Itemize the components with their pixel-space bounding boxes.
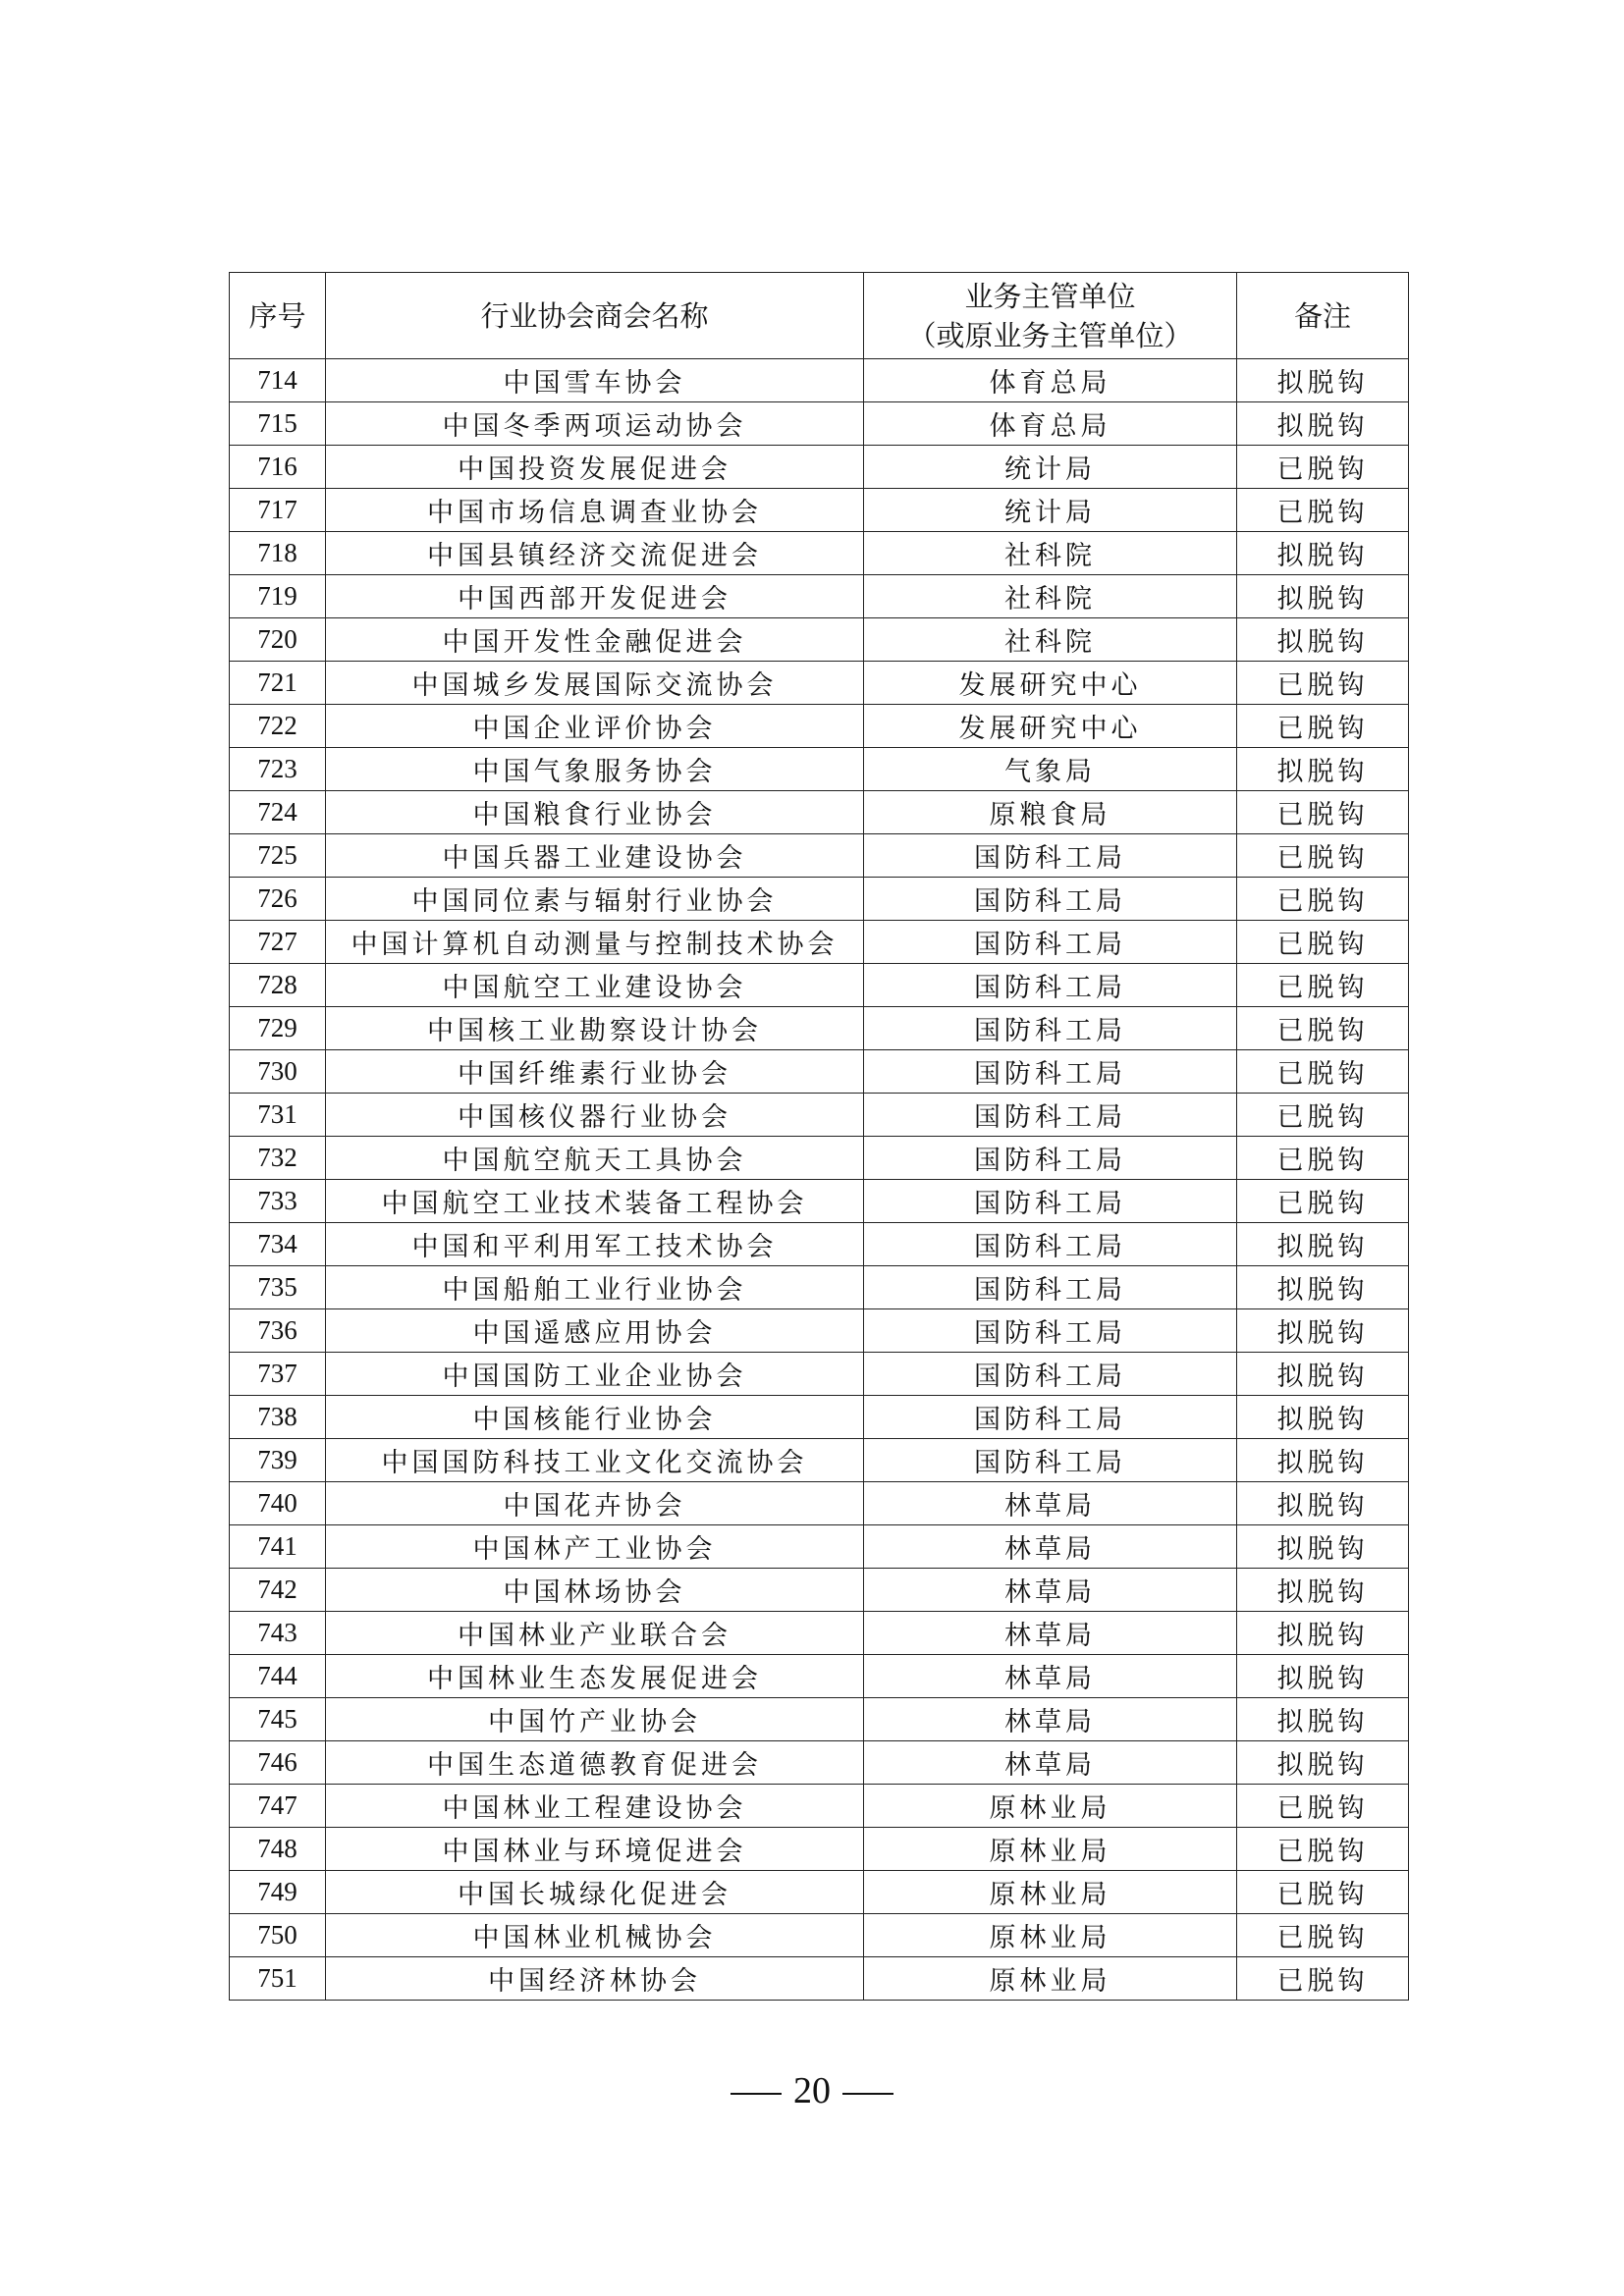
table-row xyxy=(230,1957,1409,2001)
unit-cell: 体育总局 xyxy=(864,402,1237,446)
seq-cell: 742 xyxy=(230,1569,326,1612)
unit-cell: 国防科工局 xyxy=(864,1094,1237,1137)
name-cell: 中国花卉协会 xyxy=(326,1482,864,1525)
unit-cell: 原林业局 xyxy=(864,1957,1237,2001)
name-cell: 中国林业与环境促进会 xyxy=(326,1828,864,1871)
note-cell: 已脱钩 xyxy=(1237,1914,1409,1957)
note-cell: 已脱钩 xyxy=(1237,1137,1409,1180)
unit-cell: 社科院 xyxy=(864,532,1237,575)
unit-cell: 国防科工局 xyxy=(864,1266,1237,1309)
unit-cell: 林草局 xyxy=(864,1612,1237,1655)
name-cell: 中国林业机械协会 xyxy=(326,1914,864,1957)
seq-cell: 728 xyxy=(230,964,326,1007)
seq-cell: 720 xyxy=(230,618,326,662)
table-row xyxy=(230,1871,1409,1914)
seq-cell: 733 xyxy=(230,1180,326,1223)
unit-cell: 国防科工局 xyxy=(864,1050,1237,1094)
name-cell: 中国经济林协会 xyxy=(326,1957,864,2001)
seq-cell: 716 xyxy=(230,446,326,489)
name-cell: 中国林业产业联合会 xyxy=(326,1612,864,1655)
seq-cell: 748 xyxy=(230,1828,326,1871)
name-cell: 中国林业工程建设协会 xyxy=(326,1785,864,1828)
note-cell: 已脱钩 xyxy=(1237,705,1409,748)
name-cell: 中国计算机自动测量与控制技术协会 xyxy=(326,921,864,964)
table-row xyxy=(230,1439,1409,1482)
note-cell: 已脱钩 xyxy=(1237,1180,1409,1223)
note-cell: 已脱钩 xyxy=(1237,921,1409,964)
header-note: 备注 xyxy=(1237,273,1409,359)
table-row xyxy=(230,1396,1409,1439)
seq-cell: 729 xyxy=(230,1007,326,1050)
name-cell: 中国竹产业协会 xyxy=(326,1698,864,1741)
unit-cell: 林草局 xyxy=(864,1482,1237,1525)
name-cell: 中国纤维素行业协会 xyxy=(326,1050,864,1094)
name-cell: 中国开发性金融促进会 xyxy=(326,618,864,662)
note-cell: 已脱钩 xyxy=(1237,834,1409,878)
table-row xyxy=(230,662,1409,705)
table-row xyxy=(230,1266,1409,1309)
unit-cell: 原林业局 xyxy=(864,1828,1237,1871)
table-row xyxy=(230,402,1409,446)
note-cell: 已脱钩 xyxy=(1237,1785,1409,1828)
note-cell: 已脱钩 xyxy=(1237,1007,1409,1050)
note-cell: 已脱钩 xyxy=(1237,446,1409,489)
name-cell: 中国和平利用军工技术协会 xyxy=(326,1223,864,1266)
seq-cell: 741 xyxy=(230,1525,326,1569)
seq-cell: 734 xyxy=(230,1223,326,1266)
name-cell: 中国国防工业企业协会 xyxy=(326,1353,864,1396)
seq-cell: 731 xyxy=(230,1094,326,1137)
header-name: 行业协会商会名称 xyxy=(326,273,864,359)
unit-cell: 国防科工局 xyxy=(864,1309,1237,1353)
table-row xyxy=(230,1612,1409,1655)
seq-cell: 744 xyxy=(230,1655,326,1698)
seq-cell: 739 xyxy=(230,1439,326,1482)
unit-cell: 国防科工局 xyxy=(864,1137,1237,1180)
unit-cell: 原粮食局 xyxy=(864,791,1237,834)
note-cell: 已脱钩 xyxy=(1237,489,1409,532)
seq-cell: 717 xyxy=(230,489,326,532)
footer-dash-left xyxy=(731,2093,782,2095)
page-number: 20 xyxy=(793,2070,831,2111)
note-cell: 已脱钩 xyxy=(1237,878,1409,921)
seq-cell: 740 xyxy=(230,1482,326,1525)
name-cell: 中国生态道德教育促进会 xyxy=(326,1741,864,1785)
unit-cell: 林草局 xyxy=(864,1741,1237,1785)
table-row xyxy=(230,532,1409,575)
unit-cell: 国防科工局 xyxy=(864,964,1237,1007)
name-cell: 中国林场协会 xyxy=(326,1569,864,1612)
header-supervising-unit xyxy=(864,273,1237,359)
name-cell: 中国核能行业协会 xyxy=(326,1396,864,1439)
unit-cell: 体育总局 xyxy=(864,359,1237,402)
table-row xyxy=(230,1785,1409,1828)
unit-cell: 社科院 xyxy=(864,618,1237,662)
name-cell: 中国冬季两项运动协会 xyxy=(326,402,864,446)
note-cell: 已脱钩 xyxy=(1237,791,1409,834)
unit-cell: 林草局 xyxy=(864,1655,1237,1698)
seq-cell: 721 xyxy=(230,662,326,705)
seq-cell: 736 xyxy=(230,1309,326,1353)
unit-cell: 国防科工局 xyxy=(864,878,1237,921)
table-row xyxy=(230,1482,1409,1525)
name-cell: 中国航空工业技术装备工程协会 xyxy=(326,1180,864,1223)
unit-cell: 国防科工局 xyxy=(864,1180,1237,1223)
unit-cell: 国防科工局 xyxy=(864,1439,1237,1482)
association-table xyxy=(229,272,1409,2001)
note-cell: 已脱钩 xyxy=(1237,1094,1409,1137)
table-row xyxy=(230,1741,1409,1785)
table-row xyxy=(230,1309,1409,1353)
note-cell: 拟脱钩 xyxy=(1237,1266,1409,1309)
name-cell: 中国城乡发展国际交流协会 xyxy=(326,662,864,705)
name-cell: 中国核仪器行业协会 xyxy=(326,1094,864,1137)
unit-cell: 原林业局 xyxy=(864,1785,1237,1828)
note-cell: 拟脱钩 xyxy=(1237,1309,1409,1353)
unit-cell: 统计局 xyxy=(864,489,1237,532)
table-header-row xyxy=(230,273,1409,359)
name-cell: 中国长城绿化促进会 xyxy=(326,1871,864,1914)
table-row xyxy=(230,705,1409,748)
table-row xyxy=(230,359,1409,402)
table-row xyxy=(230,1914,1409,1957)
table-row xyxy=(230,489,1409,532)
unit-cell: 统计局 xyxy=(864,446,1237,489)
note-cell: 已脱钩 xyxy=(1237,662,1409,705)
name-cell: 中国同位素与辐射行业协会 xyxy=(326,878,864,921)
name-cell: 中国遥感应用协会 xyxy=(326,1309,864,1353)
name-cell: 中国船舶工业行业协会 xyxy=(326,1266,864,1309)
unit-cell: 林草局 xyxy=(864,1569,1237,1612)
table-row xyxy=(230,1007,1409,1050)
name-cell: 中国粮食行业协会 xyxy=(326,791,864,834)
seq-cell: 727 xyxy=(230,921,326,964)
page-footer xyxy=(0,2069,1624,2112)
table-row xyxy=(230,1223,1409,1266)
name-cell: 中国林产工业协会 xyxy=(326,1525,864,1569)
header-seq: 序号 xyxy=(230,273,326,359)
table-row xyxy=(230,1655,1409,1698)
seq-cell: 719 xyxy=(230,575,326,618)
seq-cell: 738 xyxy=(230,1396,326,1439)
name-cell: 中国气象服务协会 xyxy=(326,748,864,791)
table-row xyxy=(230,446,1409,489)
note-cell: 拟脱钩 xyxy=(1237,1612,1409,1655)
table-row xyxy=(230,1094,1409,1137)
seq-cell: 724 xyxy=(230,791,326,834)
table-row xyxy=(230,791,1409,834)
table-row xyxy=(230,1828,1409,1871)
seq-cell: 723 xyxy=(230,748,326,791)
table-row xyxy=(230,1180,1409,1223)
unit-cell: 国防科工局 xyxy=(864,1223,1237,1266)
name-cell: 中国投资发展促进会 xyxy=(326,446,864,489)
note-cell: 拟脱钩 xyxy=(1237,402,1409,446)
name-cell: 中国核工业勘察设计协会 xyxy=(326,1007,864,1050)
table-body xyxy=(230,359,1409,2001)
unit-cell: 发展研究中心 xyxy=(864,662,1237,705)
note-cell: 拟脱钩 xyxy=(1237,532,1409,575)
unit-cell: 国防科工局 xyxy=(864,834,1237,878)
unit-cell: 国防科工局 xyxy=(864,1007,1237,1050)
name-cell: 中国企业评价协会 xyxy=(326,705,864,748)
name-cell: 中国林业生态发展促进会 xyxy=(326,1655,864,1698)
unit-cell: 林草局 xyxy=(864,1525,1237,1569)
table-row xyxy=(230,878,1409,921)
table-row xyxy=(230,834,1409,878)
name-cell: 中国雪车协会 xyxy=(326,359,864,402)
header-unit-line1: 业务主管单位 xyxy=(964,279,1136,313)
unit-cell: 原林业局 xyxy=(864,1914,1237,1957)
name-cell: 中国县镇经济交流促进会 xyxy=(326,532,864,575)
note-cell: 拟脱钩 xyxy=(1237,575,1409,618)
table-row xyxy=(230,1353,1409,1396)
note-cell: 拟脱钩 xyxy=(1237,1223,1409,1266)
header-unit-line2: （或原业务主管单位） xyxy=(907,318,1193,352)
table-row xyxy=(230,1525,1409,1569)
note-cell: 拟脱钩 xyxy=(1237,1698,1409,1741)
seq-cell: 718 xyxy=(230,532,326,575)
name-cell: 中国市场信息调查业协会 xyxy=(326,489,864,532)
seq-cell: 743 xyxy=(230,1612,326,1655)
table-row xyxy=(230,618,1409,662)
note-cell: 已脱钩 xyxy=(1237,1828,1409,1871)
footer-dash-right xyxy=(842,2093,893,2095)
seq-cell: 732 xyxy=(230,1137,326,1180)
seq-cell: 725 xyxy=(230,834,326,878)
unit-cell: 社科院 xyxy=(864,575,1237,618)
table-row xyxy=(230,921,1409,964)
unit-cell: 气象局 xyxy=(864,748,1237,791)
note-cell: 拟脱钩 xyxy=(1237,1396,1409,1439)
table-row xyxy=(230,1137,1409,1180)
unit-cell: 原林业局 xyxy=(864,1871,1237,1914)
name-cell: 中国西部开发促进会 xyxy=(326,575,864,618)
note-cell: 拟脱钩 xyxy=(1237,1569,1409,1612)
note-cell: 拟脱钩 xyxy=(1237,359,1409,402)
note-cell: 拟脱钩 xyxy=(1237,618,1409,662)
name-cell: 中国兵器工业建设协会 xyxy=(326,834,864,878)
note-cell: 拟脱钩 xyxy=(1237,1482,1409,1525)
note-cell: 已脱钩 xyxy=(1237,1871,1409,1914)
seq-cell: 726 xyxy=(230,878,326,921)
seq-cell: 746 xyxy=(230,1741,326,1785)
name-cell: 中国国防科技工业文化交流协会 xyxy=(326,1439,864,1482)
seq-cell: 730 xyxy=(230,1050,326,1094)
seq-cell: 735 xyxy=(230,1266,326,1309)
unit-cell: 国防科工局 xyxy=(864,921,1237,964)
unit-cell: 发展研究中心 xyxy=(864,705,1237,748)
seq-cell: 751 xyxy=(230,1957,326,2001)
table-row xyxy=(230,748,1409,791)
table-row xyxy=(230,1050,1409,1094)
note-cell: 已脱钩 xyxy=(1237,1050,1409,1094)
note-cell: 拟脱钩 xyxy=(1237,748,1409,791)
seq-cell: 750 xyxy=(230,1914,326,1957)
note-cell: 拟脱钩 xyxy=(1237,1525,1409,1569)
seq-cell: 715 xyxy=(230,402,326,446)
seq-cell: 714 xyxy=(230,359,326,402)
name-cell: 中国航空工业建设协会 xyxy=(326,964,864,1007)
table-row xyxy=(230,1569,1409,1612)
unit-cell: 林草局 xyxy=(864,1698,1237,1741)
seq-cell: 749 xyxy=(230,1871,326,1914)
note-cell: 拟脱钩 xyxy=(1237,1353,1409,1396)
table-row xyxy=(230,964,1409,1007)
note-cell: 已脱钩 xyxy=(1237,964,1409,1007)
seq-cell: 722 xyxy=(230,705,326,748)
note-cell: 已脱钩 xyxy=(1237,1957,1409,2001)
unit-cell: 国防科工局 xyxy=(864,1353,1237,1396)
seq-cell: 747 xyxy=(230,1785,326,1828)
table-row xyxy=(230,1698,1409,1741)
note-cell: 拟脱钩 xyxy=(1237,1655,1409,1698)
seq-cell: 737 xyxy=(230,1353,326,1396)
unit-cell: 国防科工局 xyxy=(864,1396,1237,1439)
table-row xyxy=(230,575,1409,618)
note-cell: 拟脱钩 xyxy=(1237,1741,1409,1785)
name-cell: 中国航空航天工具协会 xyxy=(326,1137,864,1180)
note-cell: 拟脱钩 xyxy=(1237,1439,1409,1482)
seq-cell: 745 xyxy=(230,1698,326,1741)
